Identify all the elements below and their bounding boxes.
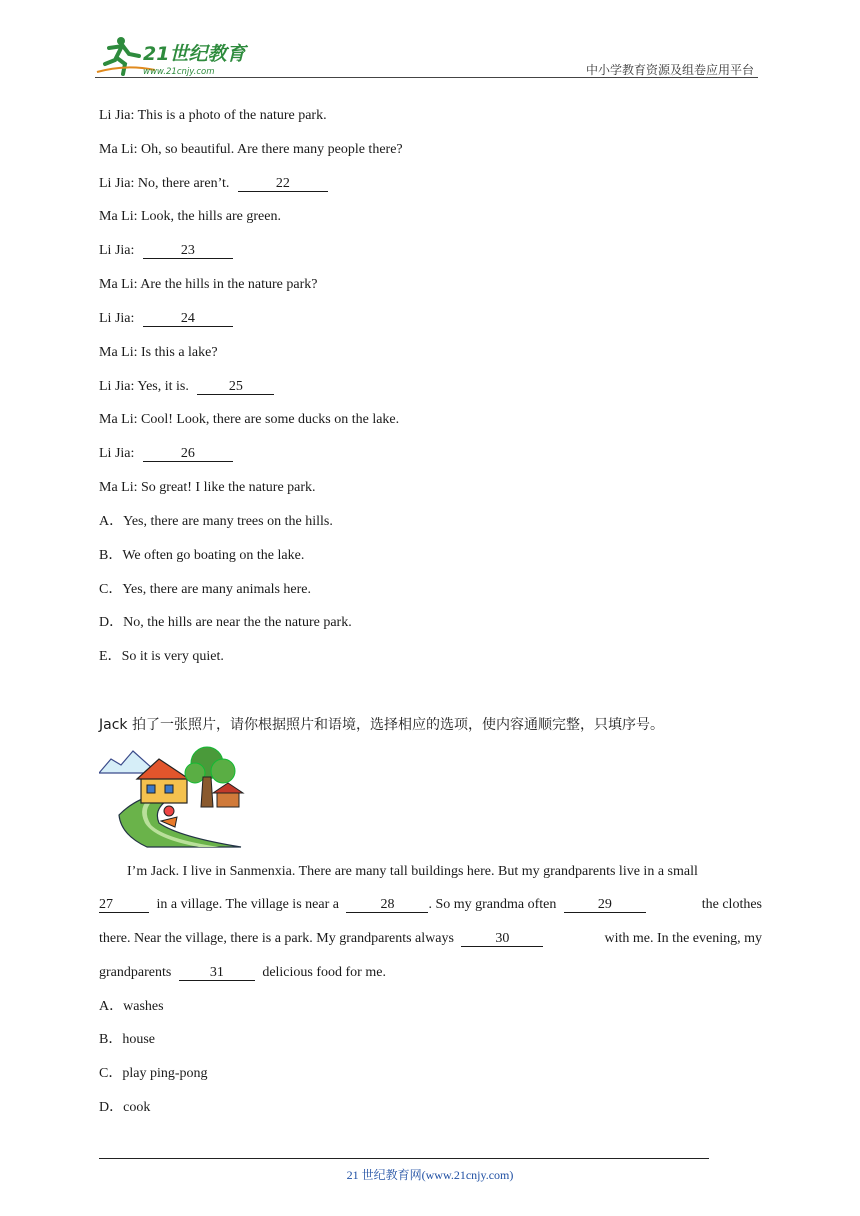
answer-blank[interactable]: 26	[143, 446, 233, 462]
option-c: C．Yes, there are many animals here.	[99, 582, 312, 597]
site-logo	[95, 34, 260, 78]
option-a: A．Yes, there are many trees on the hills.	[99, 514, 333, 529]
answer-blank[interactable]: 24	[143, 311, 233, 327]
option-a: A．washes	[99, 999, 164, 1014]
page-header	[95, 34, 758, 80]
dialogue-line: Ma Li: Is this a lake?	[99, 345, 218, 360]
answer-blank[interactable]: 30	[461, 931, 543, 947]
passage-line-3: there. Near the village, there is a park. My grandparents always 30	[99, 930, 543, 948]
answer-blank[interactable]: 29	[564, 897, 646, 913]
option-c: C．play ping-pong	[99, 1066, 208, 1081]
header-divider	[95, 77, 758, 78]
footer-divider	[99, 1158, 709, 1159]
answer-blank[interactable]: 28	[346, 897, 428, 913]
section-instruction: Jack 拍了一张照片，请你根据照片和语境，选择相应的选项，使内容通顺完整，只填序号。	[99, 717, 664, 733]
footer-link[interactable]: 21 世纪教育网(www.21cnjy.com)	[346, 1168, 514, 1182]
dialogue-line: Li Jia: 26	[99, 445, 233, 463]
passage-line-2: 27 in a village. The village is near a 28 . So my grandma often 29	[99, 896, 646, 914]
village-picture	[99, 743, 245, 849]
platform-name: 中小学教育资源及组卷应用平台	[585, 63, 754, 77]
answer-blank[interactable]: 27	[99, 897, 149, 913]
passage-line-1: I’m Jack. I live in Sanmenxia. There are many tall buildings here. But my grandparents live in a small	[127, 864, 698, 879]
dialogue-line: Ma Li: Are the hills in the nature park?	[99, 277, 318, 292]
svg-text:21世纪教育: 21世纪教育	[143, 43, 246, 65]
passage-line-2-end: the clothes	[701, 897, 762, 912]
dialogue-line: Ma Li: Oh, so beautiful. Are there many people there?	[99, 142, 403, 157]
passage-line-3-end: with me. In the evening, my	[604, 931, 762, 946]
dialogue-line: Li Jia: 24	[99, 310, 233, 328]
dialogue-line: Li Jia: Yes, it is. 25	[99, 378, 274, 396]
svg-text:www.21cnjy.com: www.21cnjy.com	[143, 67, 215, 77]
passage-line-4: grandparents 31 delicious food for me.	[99, 965, 386, 980]
dialogue-line: Ma Li: Look, the hills are green.	[99, 209, 281, 224]
dialogue-line: Li Jia: 23	[99, 242, 233, 260]
option-b: B．We often go boating on the lake.	[99, 548, 305, 563]
answer-blank[interactable]: 31	[179, 965, 255, 981]
option-e: E．So it is very quiet.	[99, 649, 224, 664]
option-b: B．house	[99, 1032, 156, 1047]
answer-blank[interactable]: 25	[197, 379, 274, 395]
option-d: D．No, the hills are near the the nature park.	[99, 615, 352, 630]
option-d: D．cook	[99, 1100, 151, 1115]
dialogue-line: Ma Li: So great! I like the nature park.	[99, 480, 316, 495]
dialogue-line: Li Jia: No, there aren’t. 22	[99, 175, 328, 193]
dialogue-line: Ma Li: Cool! Look, there are some ducks on the lake.	[99, 412, 400, 427]
answer-blank[interactable]: 22	[238, 176, 328, 192]
answer-blank[interactable]: 23	[143, 243, 233, 259]
dialogue-line: Li Jia: This is a photo of the nature park.	[99, 108, 327, 123]
